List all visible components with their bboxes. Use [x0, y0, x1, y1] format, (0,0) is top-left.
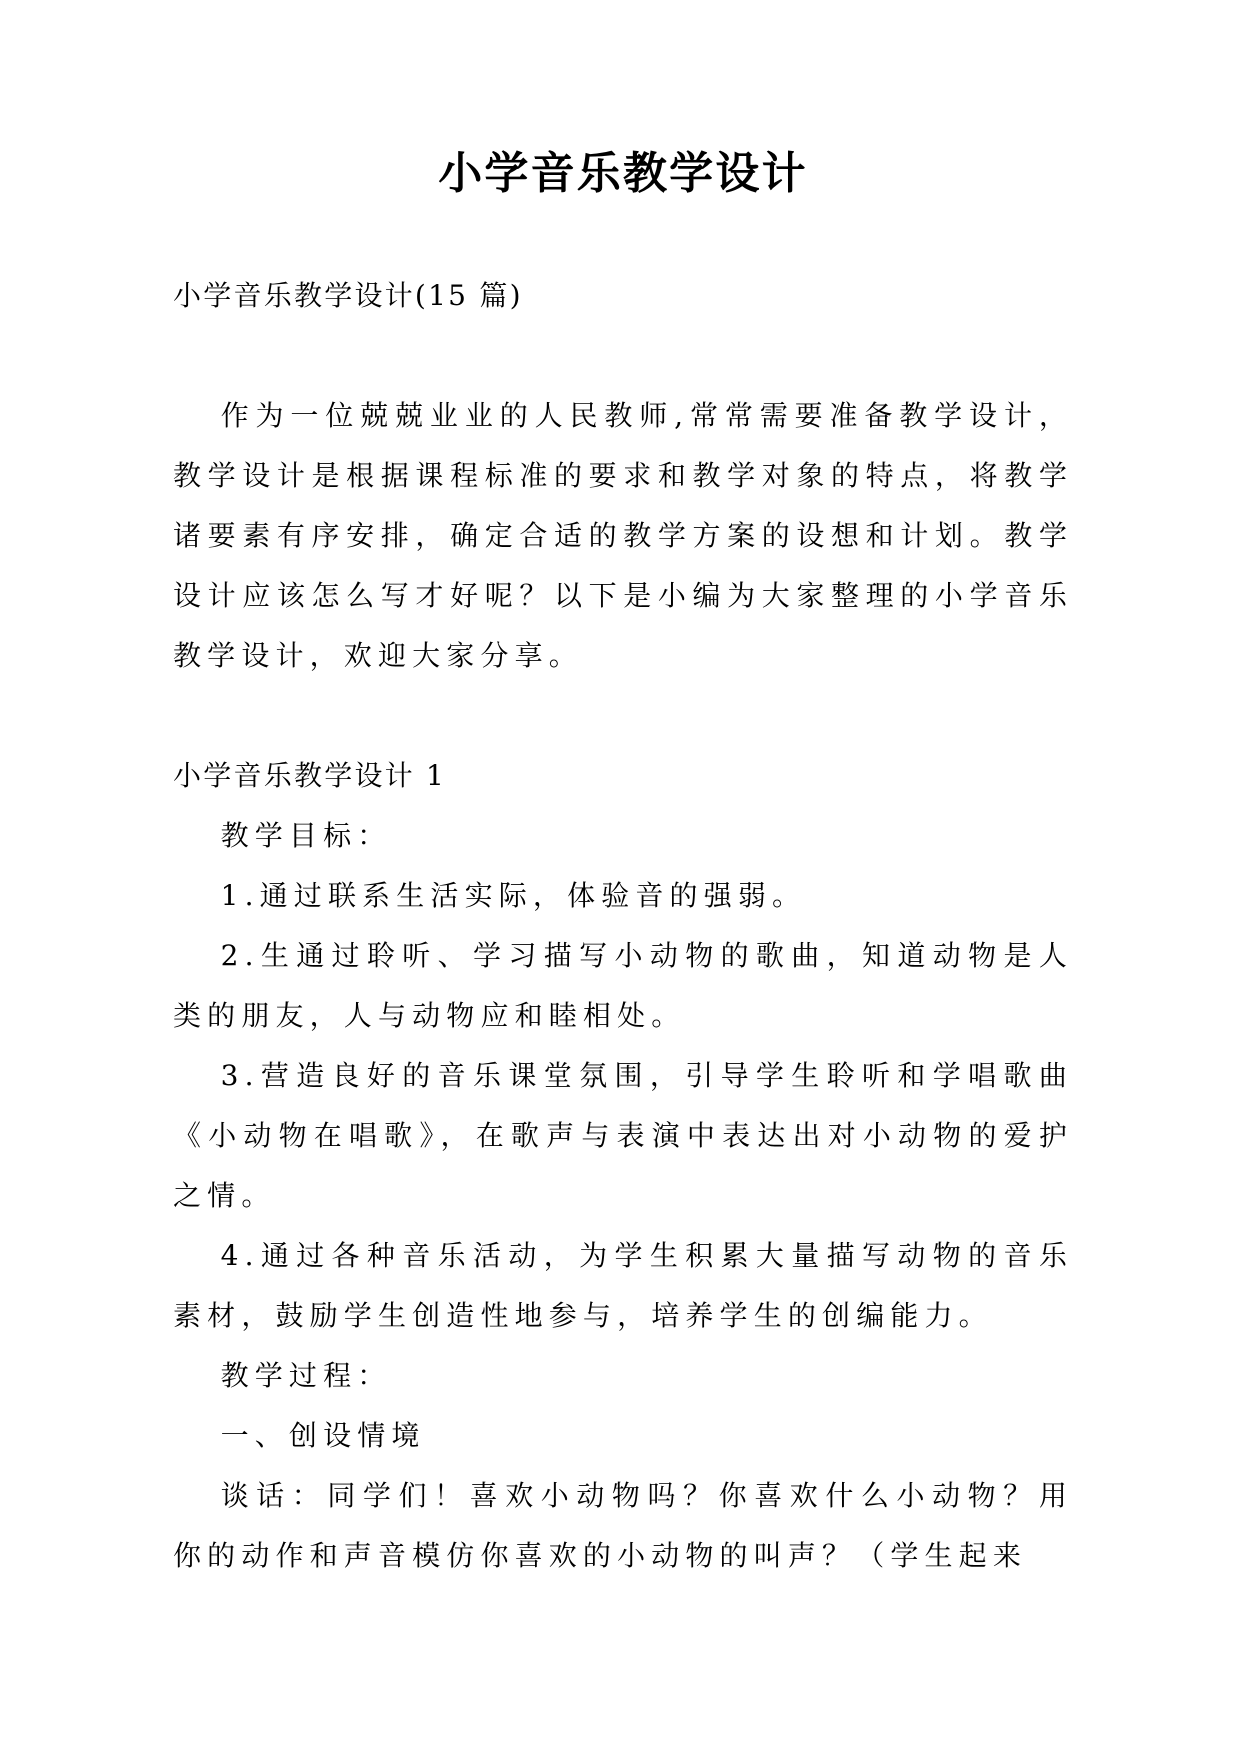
body-paragraph-goal-4: 4.通过各种音乐活动，为学生积累大量描写动物的音乐素材，鼓励学生创造性地参与，培养学生的创编能力。 — [173, 1239, 1073, 1332]
section-heading: 小学音乐教学设计 1 — [173, 759, 447, 792]
body-paragraph-teaching-goals-label: 教学目标： — [220, 819, 392, 852]
body-paragraph-goal-3: 3.营造良好的音乐课堂氛围，引导学生聆听和学唱歌曲《小动物在唱歌》，在歌声与表演中表达出对小动物的爱护之情。 — [173, 1059, 1073, 1212]
body-paragraph-talk-prompt: 谈话：同学们！喜欢小动物吗？你喜欢什么小动物？用你的动作和声音模仿你喜欢的小动物的叫声？（学生起来 — [173, 1479, 1073, 1572]
body-paragraph-goal-1: 1.通过联系生活实际，体验音的强弱。 — [220, 879, 807, 912]
body-paragraph-step-one-heading: 一、创设情境 — [220, 1419, 426, 1452]
body-paragraph-goal-2: 2.生通过聆听、学习描写小动物的歌曲，知道动物是人类的朋友，人与动物应和睦相处。 — [173, 939, 1073, 1032]
document-title: 小学音乐教学设计 — [438, 148, 808, 199]
document-subtitle: 小学音乐教学设计(15 篇) — [173, 279, 523, 312]
intro-paragraph: 作为一位兢兢业业的人民教师,常常需要准备教学设计，教学设计是根据课程标准的要求和教学对象的特点，将教学诸要素有序安排，确定合适的教学方案的设想和计划。教学设计应该怎么写才好呢？以下是小编为大家整理的小学音乐教学设计，欢迎大家分享。 — [173, 399, 1073, 672]
body-paragraph-teaching-process-label: 教学过程： — [220, 1359, 392, 1392]
